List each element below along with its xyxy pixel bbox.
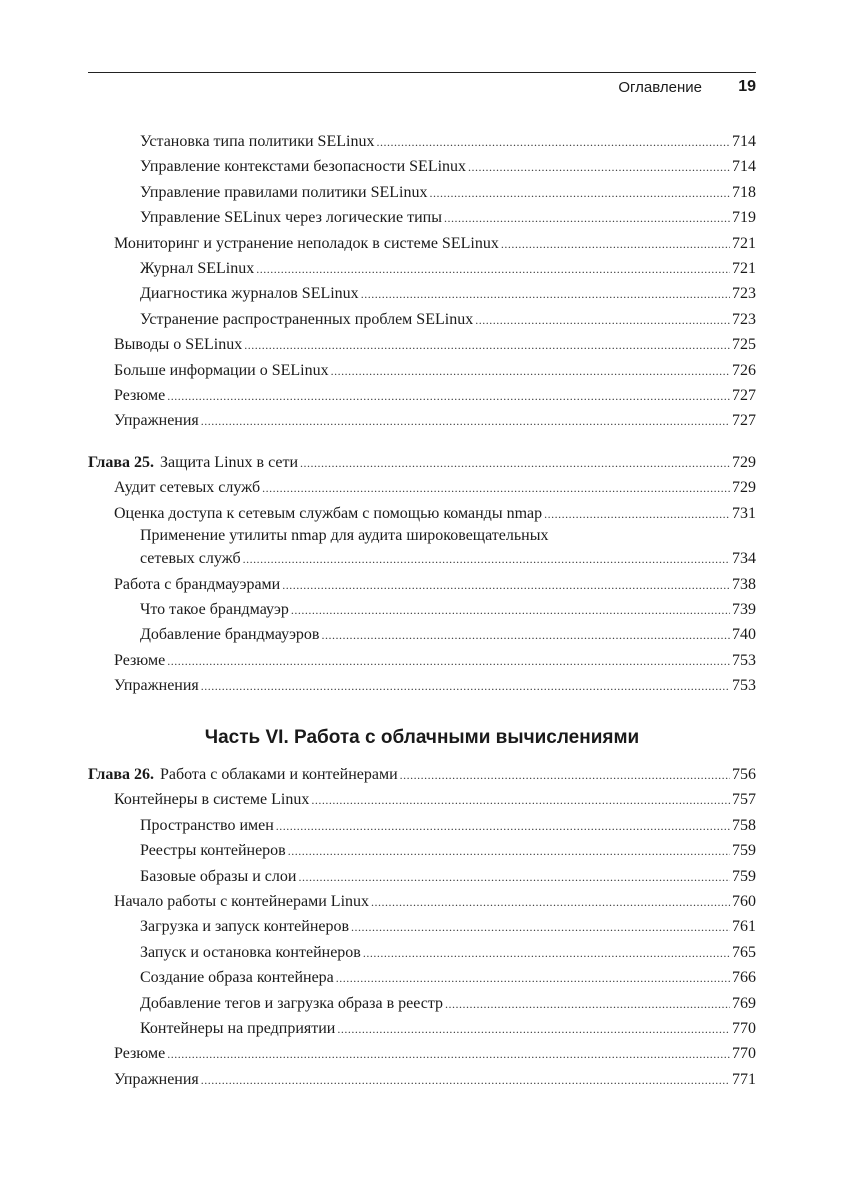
toc-entry[interactable]: Оценка доступа к сетевым службам с помощью команды nmap ..... 731 [88,501,756,526]
toc-entry[interactable]: Добавление тегов и загрузка образа в реестр ..... 769 [88,991,756,1016]
toc-entry[interactable]: Реестры контейнеров ..... 759 [88,838,756,863]
toc-page-number: 739 [732,600,756,618]
toc-page-number: 725 [732,336,756,354]
chapter-label: Глава 25. [88,454,154,471]
toc-page-number: 740 [732,626,756,644]
toc-entry[interactable]: Добавление брандмауэров ..... 740 [88,622,756,647]
page-header [88,72,756,99]
leader-dots [201,409,730,434]
toc-page-number: 723 [732,310,756,328]
toc-entry[interactable]: Упражнения ..... 753 [88,673,756,698]
toc-page-number: 765 [732,943,756,961]
toc-entry[interactable]: Пространство имен ..... 758 [88,813,756,838]
leader-dots [243,547,730,572]
toc-entry[interactable]: Запуск и остановка контейнеров ..... 765 [88,940,756,965]
toc-entry[interactable]: Базовые образы и слои ..... 759 [88,864,756,889]
toc-page-number: 753 [732,677,756,695]
leader-dots [445,992,730,1017]
toc-page-number: 771 [732,1070,756,1088]
leader-dots [336,966,730,991]
toc-entry[interactable]: Журнал SELinux ..... 721 [88,256,756,281]
leader-dots [256,257,730,282]
leader-dots [311,788,730,813]
toc-entry[interactable]: Выводы о SELinux ..... 725 [88,332,756,357]
toc-entry[interactable]: Контейнеры в системе Linux ..... 757 [88,787,756,812]
toc-page-number: 759 [732,867,756,885]
toc-page-number: 719 [732,209,756,227]
toc-entry[interactable]: Устранение распространенных проблем SELinux ..... 723 [88,307,756,332]
toc-page-number: 761 [732,918,756,936]
leader-dots [262,476,730,501]
toc-block-selinux [88,129,756,434]
toc-entry-wrapped-second-line[interactable]: сетевых служб ..... 734 [88,546,756,571]
leader-dots [167,649,730,674]
toc-page-number: 727 [732,386,756,404]
toc-page-number: 760 [732,892,756,910]
toc-page-number: 770 [732,1045,756,1063]
leader-dots [276,814,730,839]
toc-entry[interactable]: Начало работы с контейнерами Linux ..... 760 [88,889,756,914]
toc-page-number: 770 [732,1019,756,1037]
toc-page-number: 758 [732,816,756,834]
toc-page-number: 729 [732,479,756,497]
toc-page-number: 766 [732,969,756,987]
toc-entry[interactable]: Упражнения ..... 727 [88,408,756,433]
leader-dots [429,181,730,206]
toc-page-number: 753 [732,651,756,669]
toc-page-number: 729 [732,454,756,471]
chapter-label: Глава 26. [88,766,154,783]
leader-dots [300,451,730,476]
leader-dots [501,232,730,257]
leader-dots [201,1068,730,1093]
toc-entry[interactable]: Установка типа политики SELinux ..... 714 [88,129,756,154]
toc-page-number: 759 [732,842,756,860]
leader-dots [298,865,730,890]
leader-dots [331,359,730,384]
leader-dots [468,155,730,180]
toc-entry[interactable]: Резюме ..... 727 [88,383,756,408]
toc-entry[interactable]: Резюме ..... 753 [88,648,756,673]
toc-block-chapter-26 [88,762,756,1092]
toc-page-number: 726 [732,361,756,379]
toc-page-number: 718 [732,183,756,201]
toc-page-number: 727 [732,412,756,430]
chapter-title: Работа с облаками и контейнерами [160,766,398,783]
toc-entry[interactable]: Управление правилами политики SELinux ..... 718 [88,180,756,205]
leader-dots [363,941,730,966]
toc-block-chapter-25 [88,450,756,699]
toc-chapter-entry[interactable] [88,450,756,475]
leader-dots [371,890,730,915]
toc-entry[interactable]: Мониторинг и устранение неполадок в системе SELinux ..... 721 [88,231,756,256]
chapter-title: Защита Linux в сети [160,454,299,471]
toc-entry[interactable]: Резюме ..... 770 [88,1041,756,1066]
toc-page-number: 714 [732,158,756,176]
toc-entry[interactable]: Создание образа контейнера ..... 766 [88,965,756,990]
leader-dots [244,333,730,358]
toc-entry[interactable]: Работа с брандмауэрами ..... 738 [88,572,756,597]
toc-page-number: 734 [732,550,756,568]
toc-page-number: 731 [732,504,756,522]
leader-dots [475,308,730,333]
toc-entry[interactable]: Упражнения ..... 771 [88,1067,756,1092]
leader-dots [167,384,730,409]
header-page-number: 19 [738,78,756,95]
leader-dots [337,1017,730,1042]
toc-page-number: 738 [732,575,756,593]
toc-chapter-entry[interactable] [88,762,756,787]
leader-dots [321,623,730,648]
leader-dots [544,502,730,527]
toc-entry[interactable]: Больше информации о SELinux ..... 726 [88,358,756,383]
toc-page-number: 714 [732,133,756,150]
toc-page-number: 721 [732,259,756,277]
toc-entry[interactable]: Управление контекстами безопасности SELinux ..... 714 [88,154,756,179]
leader-dots [400,763,730,788]
toc-page-number: 756 [732,766,756,783]
toc-page-number: 757 [732,791,756,809]
toc-entry[interactable]: Диагностика журналов SELinux ..... 723 [88,281,756,306]
leader-dots [282,573,730,598]
part-title: Часть VI. Работа с облачными вычислениями [204,727,640,748]
leader-dots [291,598,730,623]
toc-entry[interactable]: Загрузка и запуск контейнеров ..... 761 [88,914,756,939]
leader-dots [444,206,730,231]
toc-entry[interactable]: Что такое брандмауэр ..... 739 [88,597,756,622]
leader-dots [361,282,730,307]
leader-dots [376,130,730,155]
leader-dots [288,839,730,864]
toc-page-number: 723 [732,285,756,303]
header-title: Оглавление [618,79,702,96]
toc-entry-wrapped-first-line[interactable]: Применение утилиты nmap для аудита широковещательных [140,527,549,545]
leader-dots [351,915,730,940]
toc-entry[interactable]: Управление SELinux через логические типы ..... 719 [88,205,756,230]
leader-dots [201,674,730,699]
leader-dots [167,1042,730,1067]
toc-entry[interactable]: Контейнеры на предприятии ..... 770 [88,1016,756,1041]
toc-entry[interactable]: Аудит сетевых служб ..... 729 [88,475,756,500]
toc-page-number: 721 [732,234,756,252]
toc-page-number: 769 [732,994,756,1012]
